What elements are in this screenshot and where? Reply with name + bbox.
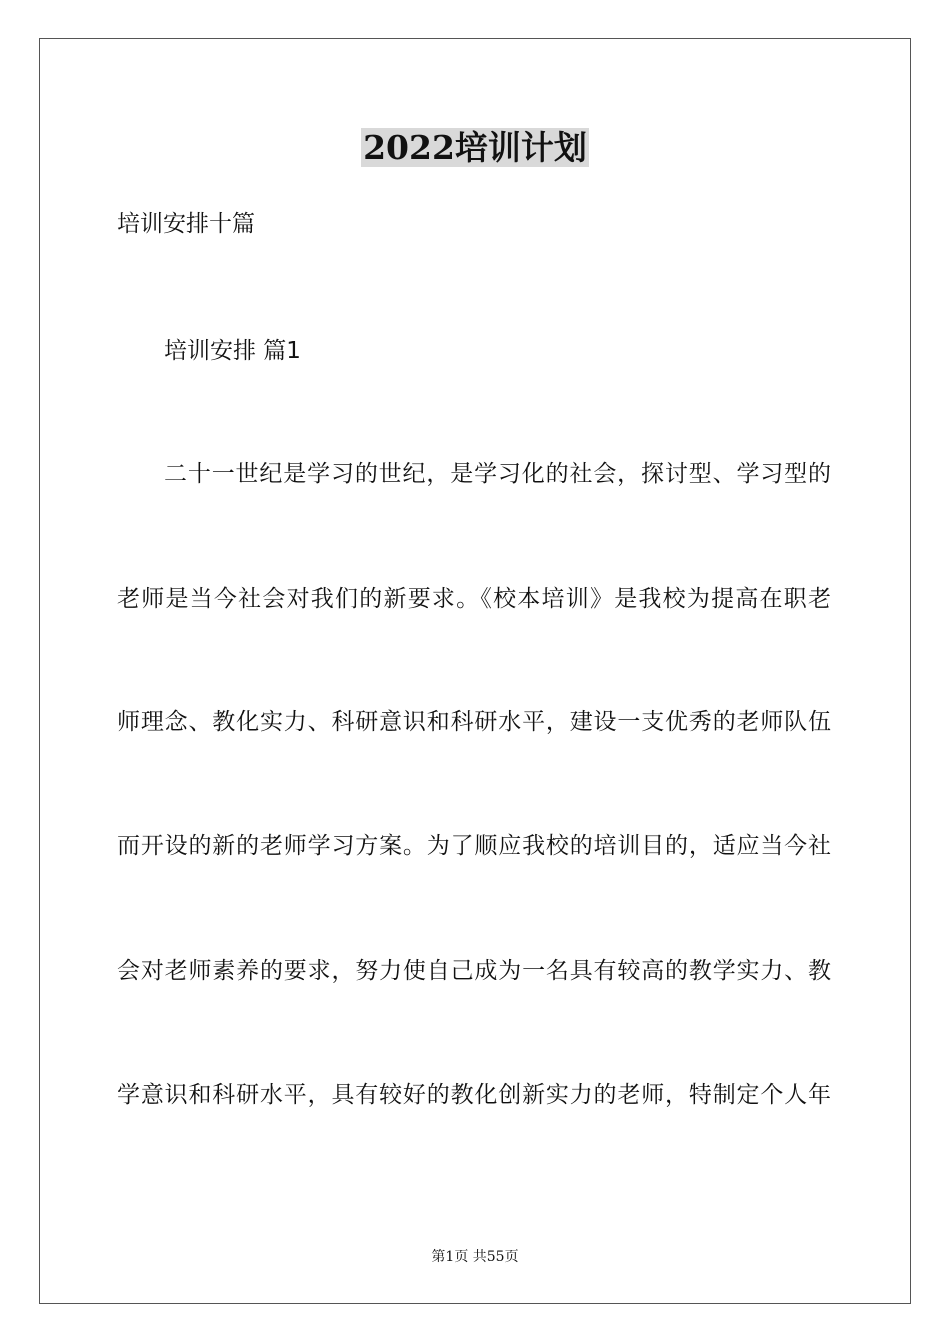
document-subtitle: 培训安排十篇 bbox=[117, 211, 255, 237]
paragraph-line: 会对老师素养的要求，努力使自己成为一名具有较高的教学实力、教 bbox=[117, 958, 831, 984]
document-title-text: 2022培训计划 bbox=[363, 128, 587, 167]
paragraph-line: 师理念、教化实力、科研意识和科研水平，建设一支优秀的老师队伍 bbox=[117, 709, 831, 735]
paragraph-line: 而开设的新的老师学习方案。为了顺应我校的培训目的，适应当今社 bbox=[117, 833, 831, 859]
paragraph-line: 二十一世纪是学习的世纪，是学习化的社会，探讨型、学习型的 bbox=[164, 461, 831, 487]
page-footer: 第1页 共55页 bbox=[431, 1249, 519, 1265]
paragraph-line: 学意识和科研水平，具有较好的教化创新实力的老师，特制定个人年 bbox=[117, 1082, 831, 1108]
document-title bbox=[0, 126, 950, 170]
section-heading: 培训安排 篇1 bbox=[164, 338, 301, 364]
paragraph-line: 老师是当今社会对我们的新要求。《校本培训》是我校为提高在职老 bbox=[117, 586, 831, 612]
